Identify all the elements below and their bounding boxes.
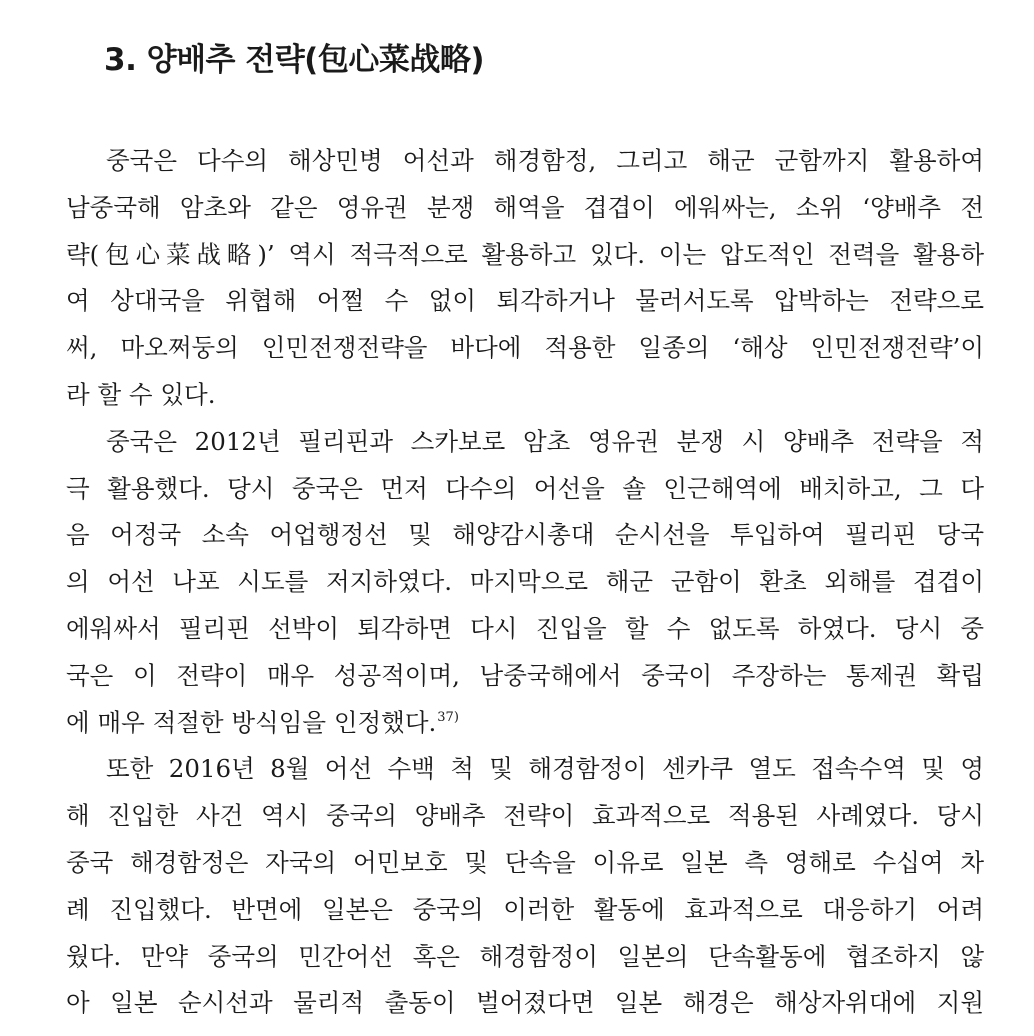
text-line: 써, 마오쩌둥의 인민전쟁전략을 바다에 적용한 일종의 ‘해상 인민전쟁전략’이 <box>66 333 984 363</box>
text-line: 례 진입했다. 반면에 일본은 중국의 이러한 활동에 효과적으로 대응하기 어려 <box>66 894 984 924</box>
text-line-with-footnote <box>66 700 984 747</box>
paragraph <box>66 138 984 419</box>
text-line: 음 어정국 소속 어업행정선 및 해양감시총대 순시선을 투입하여 필리핀 당국 <box>66 520 984 550</box>
paragraph <box>66 746 984 1027</box>
text-line: 중국 해경함정은 자국의 어민보호 및 단속을 이유로 일본 측 영해로 수십여 차 <box>66 847 984 877</box>
paragraph <box>66 419 984 747</box>
footnote-marker[interactable]: 37) <box>437 709 459 725</box>
text-line: 략(包心菜战略)’ 역시 적극적으로 활용하고 있다. 이는 압도적인 전력을 활용하 <box>66 239 984 269</box>
text-line: 남중국해 암초와 같은 영유권 분쟁 해역을 겹겹이 에워싸는, 소위 ‘양배추 전 <box>66 192 984 222</box>
text-line: 중국은 2012년 필리핀과 스카보로 암초 영유권 분쟁 시 양배추 전략을 적 <box>106 426 984 456</box>
text-line: 의 어선 나포 시도를 저지하였다. 마지막으로 해군 군함이 환초 외해를 겹겹이 <box>66 567 984 597</box>
text-line: 라 할 수 있다. <box>66 379 216 409</box>
text-line: 에워싸서 필리핀 선박이 퇴각하면 다시 진입을 할 수 없도록 하였다. 당시 중 <box>66 613 984 643</box>
text-line: 해 진입한 사건 역시 중국의 양배추 전략이 효과적으로 적용된 사례였다. 당시 <box>66 801 984 831</box>
text-line: 또한 2016년 8월 어선 수백 척 및 해경함정이 센카쿠 열도 접속수역 및 영 <box>106 754 984 784</box>
section-heading: 3. 양배추 전략(包心菜战略) <box>104 42 484 78</box>
body-text <box>66 138 984 1027</box>
text-line: 극 활용했다. 당시 중국은 먼저 다수의 어선을 숄 인근해역에 배치하고, 그 다 <box>66 473 984 503</box>
text-line: 국은 이 전략이 매우 성공적이며, 남중국해에서 중국이 주장하는 통제권 확립 <box>66 660 984 690</box>
text-line: 중국은 다수의 해상민병 어선과 해경함정, 그리고 해군 군함까지 활용하여 <box>106 146 984 175</box>
text-line: 여 상대국을 위협해 어쩔 수 없이 퇴각하거나 물러서도록 압박하는 전략으로 <box>66 286 984 316</box>
text-line: 웠다. 만약 중국의 민간어선 혹은 해경함정이 일본의 단속활동에 협조하지 않 <box>66 941 984 971</box>
text-line: 에 매우 적절한 방식임을 인정했다. <box>66 707 437 737</box>
text-line: 아 일본 순시선과 물리적 출동이 벌어졌다면 일본 해경은 해상자위대에 지원 <box>66 988 984 1018</box>
